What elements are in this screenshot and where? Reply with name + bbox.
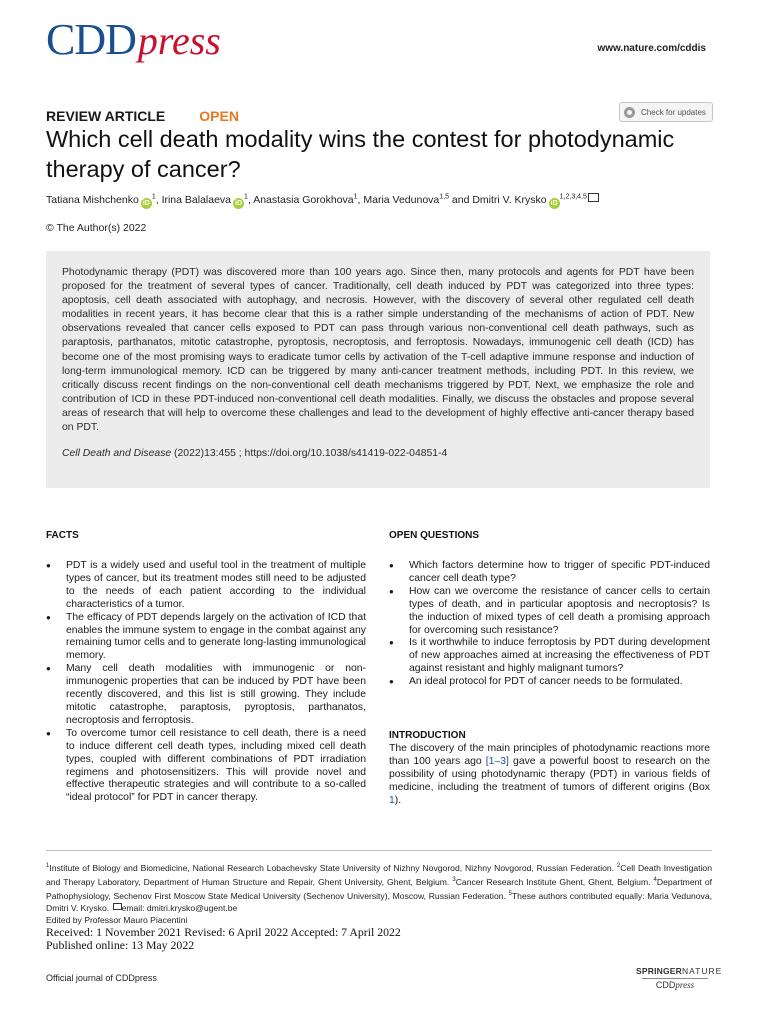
author-name[interactable]: Tatiana Mishchenko (46, 194, 139, 206)
article-dates (46, 926, 401, 952)
author-affiliation-sup: 1 (151, 193, 156, 201)
affiliations: $^1$Institute of Biology and Biomedicine, National Research Lobachevsky State University of Nizhny Novgorod, Nizhny Novgorod, Russian Federation. $^2$Cell Death Investigation and Therapy Laboratory, Department of Human Structure and Repair, Ghent University, Ghent, Belgium. $^3$Cancer Research Institute Ghent, Ghent, Belgium. $^4$Department of Pathophysiology, Sechenov First Moscow State Medical University (Sechenov University), Moscow, Russian Federation. $^5$These authors contributed equally: Maria Vedunova, Dmitri V. Krysko. email: dmitri.krysko@ugent.be Edited by Professor Mauro Piacentini (46, 862, 713, 925)
list-item: ● PDT is a widely used and useful tool in the treatment of multiple types of cancer, but its treatment modes still need to be adjusted to the needs of each patient according to the individual characteristics of a tumor. (46, 560, 366, 612)
footnote-divider (46, 850, 712, 851)
author-affiliation-sup: 1 (244, 193, 248, 201)
check-for-updates-label: Check for updates (641, 107, 706, 117)
open-questions-list (389, 560, 710, 689)
received-dates: Received: 1 November 2021 Revised: 6 April 2022 Accepted: 7 April 2022 (46, 925, 401, 939)
journal-url[interactable]: www.nature.com/cddis (597, 43, 706, 54)
introduction-body (389, 743, 710, 808)
logo-cdd: CDD (46, 15, 136, 64)
journal-logo[interactable] (46, 15, 221, 64)
author-name[interactable]: Irina Balalaeva (161, 194, 232, 206)
list-item: ● Many cell death modalities with immunogenic or non-immunogenic properties that can be induced by PDT have been recently discovered, and this list is still growing. They include mitotic catastrophe, paraptosis, pyroptosis, parthanatos, necroptosis and ferroptosis. (46, 663, 366, 728)
citation-line (62, 448, 694, 459)
introduction-paragraph (389, 743, 710, 808)
intro-text-part: The discovery of the main principles of photodynamic reactions more than 100 years ago (389, 743, 710, 767)
affiliation: Cell Death Investigation and Therapy Laboratory, Department of Human Structure and Repair, Ghent University, Ghent, Belgium. (46, 862, 712, 887)
author-affiliation-sup: 1,2,3,4,5 (559, 193, 587, 201)
list-item: ● The efficacy of PDT depends largely on the activation of ICD that enables the immune system to engage in the combat against any remaining tumor cells and to generate long-lasting immunological memory. (46, 612, 366, 664)
open-questions-heading: OPEN QUESTIONS (389, 530, 480, 541)
email-icon (113, 903, 122, 910)
author-affiliation-sup: 1,5 (439, 193, 449, 201)
list-item: ● How can we overcome the resistance of cancer cells to certain types of death, and in particular apoptosis and necroptosis? Is the induction of mixed types of cell death a promising approach for overcoming such resistance? (389, 586, 710, 638)
intro-text-part: ). (394, 794, 402, 806)
list-item: ● Which factors determine how to trigger of specific PDT-induced cancer cell death type? (389, 560, 710, 586)
email-icon[interactable] (588, 193, 599, 202)
published-date: Published online: 13 May 2022 (46, 938, 195, 952)
list-item: ● An ideal protocol for PDT of cancer needs to be formulated. (389, 676, 710, 689)
abstract-box (46, 251, 710, 488)
affiliation: These authors contributed equally: Maria Vedunova, Dmitri V. Krysko. (46, 890, 713, 913)
reference-link[interactable]: [1–3] (485, 755, 509, 767)
orcid-icon[interactable]: iD (550, 200, 558, 207)
article-type: REVIEW ARTICLE (46, 108, 166, 124)
box-link[interactable]: 1 (389, 794, 395, 806)
editor-note: Edited by Professor Mauro Piacentini (46, 914, 188, 925)
author-separator: , (357, 194, 364, 206)
affiliation: Department of Pathophysiology, Sechenov First Moscow State Medical University (Sechenov University), Moscow, Russian Federation. (46, 876, 712, 901)
abstract-text: Photodynamic therapy (PDT) was discovered more than 100 years ago. Since then, many protocols and agents for PDT have been proposed for the treatment of several types of cancer. Traditionally, cell death induced by PDT was categorized into three types: apoptosis, cell death associated with autophagy, and necrosis. However, with the discovery of several other regulated cell death modalities in recent years, it has become clear that this is a rather simple understanding of the mechanisms of action of PDT. New observations revealed that cancer cells exposed to PDT can pass through various non-conventional cell death pathways, such as paraptosis, parthanatos, mitotic catastrophe, pyroptosis, necroptosis, and ferroptosis. Nowadays, immunogenic cell death (ICD) has become one of the most promising ways to eradicate tumor cells by activation of the T-cell adaptive immune response and induction of long-term immunological memory. ICD can be triggered by many anti-cancer treatment methods, including PDT. In this review, we critically discuss recent findings on the non-conventional cell death mechanisms triggered by PDT. Next, we emphasize the role and contribution of ICD in these PDT-induced non-conventional cell death modalities. Finally, we discuss the obstacles and propose several areas of research that will help to overcome these challenges and lead to the development of highly effective anti-cancer therapy based on PDT. (62, 267, 694, 434)
article-title: Which cell death modality wins the contest for photodynamic therapy of cancer? (46, 126, 675, 182)
list-item: ● Is it worthwhile to induce ferroptosis by PDT during development of new approaches aimed at increasing the effectiveness of PDT against resistant and highly malignant tumors? (389, 637, 710, 676)
open-access-label: OPEN (199, 108, 239, 124)
author-separator: , (155, 194, 162, 206)
logo-divider (642, 978, 708, 979)
author-separator: and (448, 194, 473, 206)
affiliation: Institute of Biology and Biomedicine, National Research Lobachevsky State University of Nizhny Novgorod, Nizhny Novgorod, Russian Federation. (49, 862, 617, 873)
author-list (46, 193, 736, 209)
facts-heading: FACTS (46, 530, 79, 541)
springer-nature-logo[interactable] (636, 966, 723, 990)
introduction-heading: INTRODUCTION (389, 730, 466, 741)
author-separator: , (247, 194, 254, 206)
copyright: © The Author(s) 2022 (46, 222, 147, 234)
orcid-icon[interactable]: iD (142, 200, 150, 207)
article-label-row (46, 108, 239, 124)
list-item: ● To overcome tumor cell resistance to cell death, there is a need to induce different cell death types, including mixed cell death types, coupled with different combinations of PDT irradiation regimens and photosensitizers. This will provide novel and effective therapeutic strategies and will contribute to a so-called “ideal protocol” for PDT in cancer therapy. (46, 728, 366, 805)
intro-text-part: gave a powerful boost to research on the possibility of using photodynamic therapy (PDT) in various fields of medicine, including the treatment of tumors of different origins (Box (389, 755, 710, 793)
publisher-sub: CDDpress (655, 980, 695, 990)
crossmark-icon (624, 107, 635, 118)
orcid-icon[interactable]: iD (235, 200, 243, 207)
author-name[interactable]: Dmitri V. Krysko (472, 194, 547, 206)
journal-name: Cell Death and Disease (62, 448, 172, 460)
citation-doi[interactable]: (2022)13:455 ; https://doi.org/10.1038/s41419-022-04851-4 (171, 448, 448, 460)
publisher-name: SPRINGERNATURE (636, 966, 723, 976)
affiliation: Cancer Research Institute Ghent, Ghent, Belgium. (455, 876, 654, 887)
logo-press: press (137, 18, 221, 63)
corresponding-email[interactable]: email: dmitri.krysko@ugent.be (121, 902, 238, 913)
author-affiliation-sup: 1 (353, 193, 358, 201)
check-for-updates-button[interactable] (619, 102, 713, 122)
author-name[interactable]: Maria Vedunova (363, 194, 440, 206)
facts-list (46, 560, 366, 805)
official-journal-note: Official journal of CDDpress (46, 973, 157, 983)
author-name[interactable]: Anastasia Gorokhova (253, 194, 354, 206)
